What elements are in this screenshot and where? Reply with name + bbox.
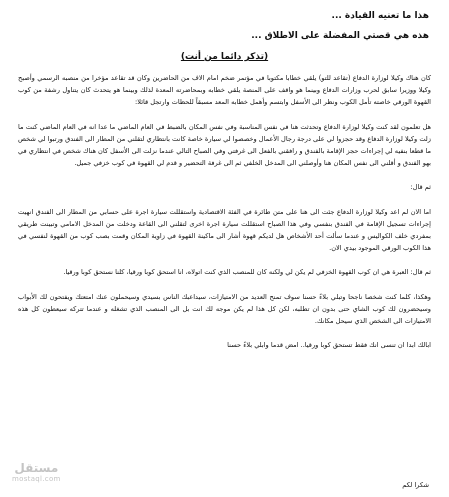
site-watermark bbox=[12, 462, 61, 483]
paragraph-5: ثم قال: العبرة هي ان كوب القهوة الخزفي لم يكن لي ولكنه كان للمنصب الذي كنت اتولاه، انا استحق كوبا ورقيا، كلنا نستحق كوبا ورقيا. bbox=[63, 268, 431, 277]
paragraph-4: اما الان لم اعد وكيلا لوزارة الدفاع جئت الى هنا على متن طائرة في الفئة الاقتصادية واستقللت سيارة اجرة على حسابي من المطار الى الفندق انهيت إجراءات تسجيل الإقامة في الفندق بنفسي وفي هذا الصباح استقللت سيارة اجرة اخرى لتقلني الى القاعة ودخلت من المدخل الامامي وتبينت طريقي بمفردي خلف الكواليس و عندما سألت أحد الأشخاص هل لديكم قهوة أشار الى ماكينة القهوة في زاوية المكان وقمت بصب كوب من القهوة لنفسي في هذا الكوب الورقي الموجود بيدي الان. bbox=[18, 207, 431, 253]
paragraph-6: وهكذا، كلما كنت شخصا ناجحا وتبلي بلاءً حسنا سوف تمنح العديد من الامتيازات، سيداعبك الناس بسيدي وسيحملون عنك امتعتك ويفتحون لك الأبواب وسيحضرون لك كوب الشاي حتى بدون ان تطلبه، لكن كل هذا لم يكن موجه لك انت بل الى المنصب الذي تشغله و عندما تتركه سيعطون كل هذه الامتيازات الى الشخص الذي سيحل مكانك. bbox=[18, 292, 431, 326]
paragraph-1: كان هناك وكيلا لوزارة الدفاع (تقاعد للتو) يلقي خطابا مكتوبا في مؤتمر ضخم امام الاف من الحاضرين وكان قد تقاعد مؤخرا من منصبه الرسمي وأصبح وكيلا ووزيرا سابق لحرب وزارات الدفاع وبينما هو واقف على المنصة يلقي خطابه وبمحاضرته المعدة لذلك وبينما هو يتحدث كان يتناول رشفة من كوب القهوة الورقي خاصته تأمل الكوب ونظر الى الأسفل وابتسم وأهمل خطابه المعد مسبقاً للحظات وارتجل قائلا: bbox=[18, 74, 431, 107]
paragraph-3: ثم قال: bbox=[410, 183, 431, 192]
watermark-url: mostaql.com bbox=[12, 475, 61, 483]
closing-line: شكرا لكم bbox=[402, 481, 429, 489]
document-body bbox=[18, 72, 431, 363]
watermark-logo-text: مستقل bbox=[14, 461, 59, 475]
document-subtitle: (تذكر دائما من أنت) bbox=[180, 52, 269, 62]
paragraph-2: هل تعلمون لقد كنت وكيلا لوزارة الدفاع وتحدثت هنا في نفس المناسبة وفي نفس المكان بالضبط في العام الماضي ما عدا انه في العام الماضي كنت ما زلت وكيلا لوزارة الدفاع وقد حجزوا لي على درجة رجال الأعمال وخصصوا لي سيارة خاصة كانت بانتظاري لتقلني من المطار الى الفندق ورتبوا لي شخص ما قطعا بنفيه لي إجراءات حجز الإقامة بالفندق و رافقني بالفعل الى غرفتي وفي الصباح التالي عندما نزلت الى الأسفل كان هناك شخص في انتظاري في بهو الفندق و أقلني الى نفس المكان هنا وأوصلني الى المدخل الخلفي ثم الى غرفة التحضير و قدم لي القهوة في كوب خزفي جميل. bbox=[18, 122, 431, 168]
paragraph-7: ابالك ابدا ان تنسى انك فقط تستحق كوبا ورقيا.. امض قدما وابلي بلاءً حسنا bbox=[227, 341, 431, 350]
heading-line-1: هذا ما تعنيه القيادة ... bbox=[331, 11, 429, 21]
heading-line-2: هذه هي قصتي المفضلة على الاطلاق ... bbox=[251, 31, 429, 41]
